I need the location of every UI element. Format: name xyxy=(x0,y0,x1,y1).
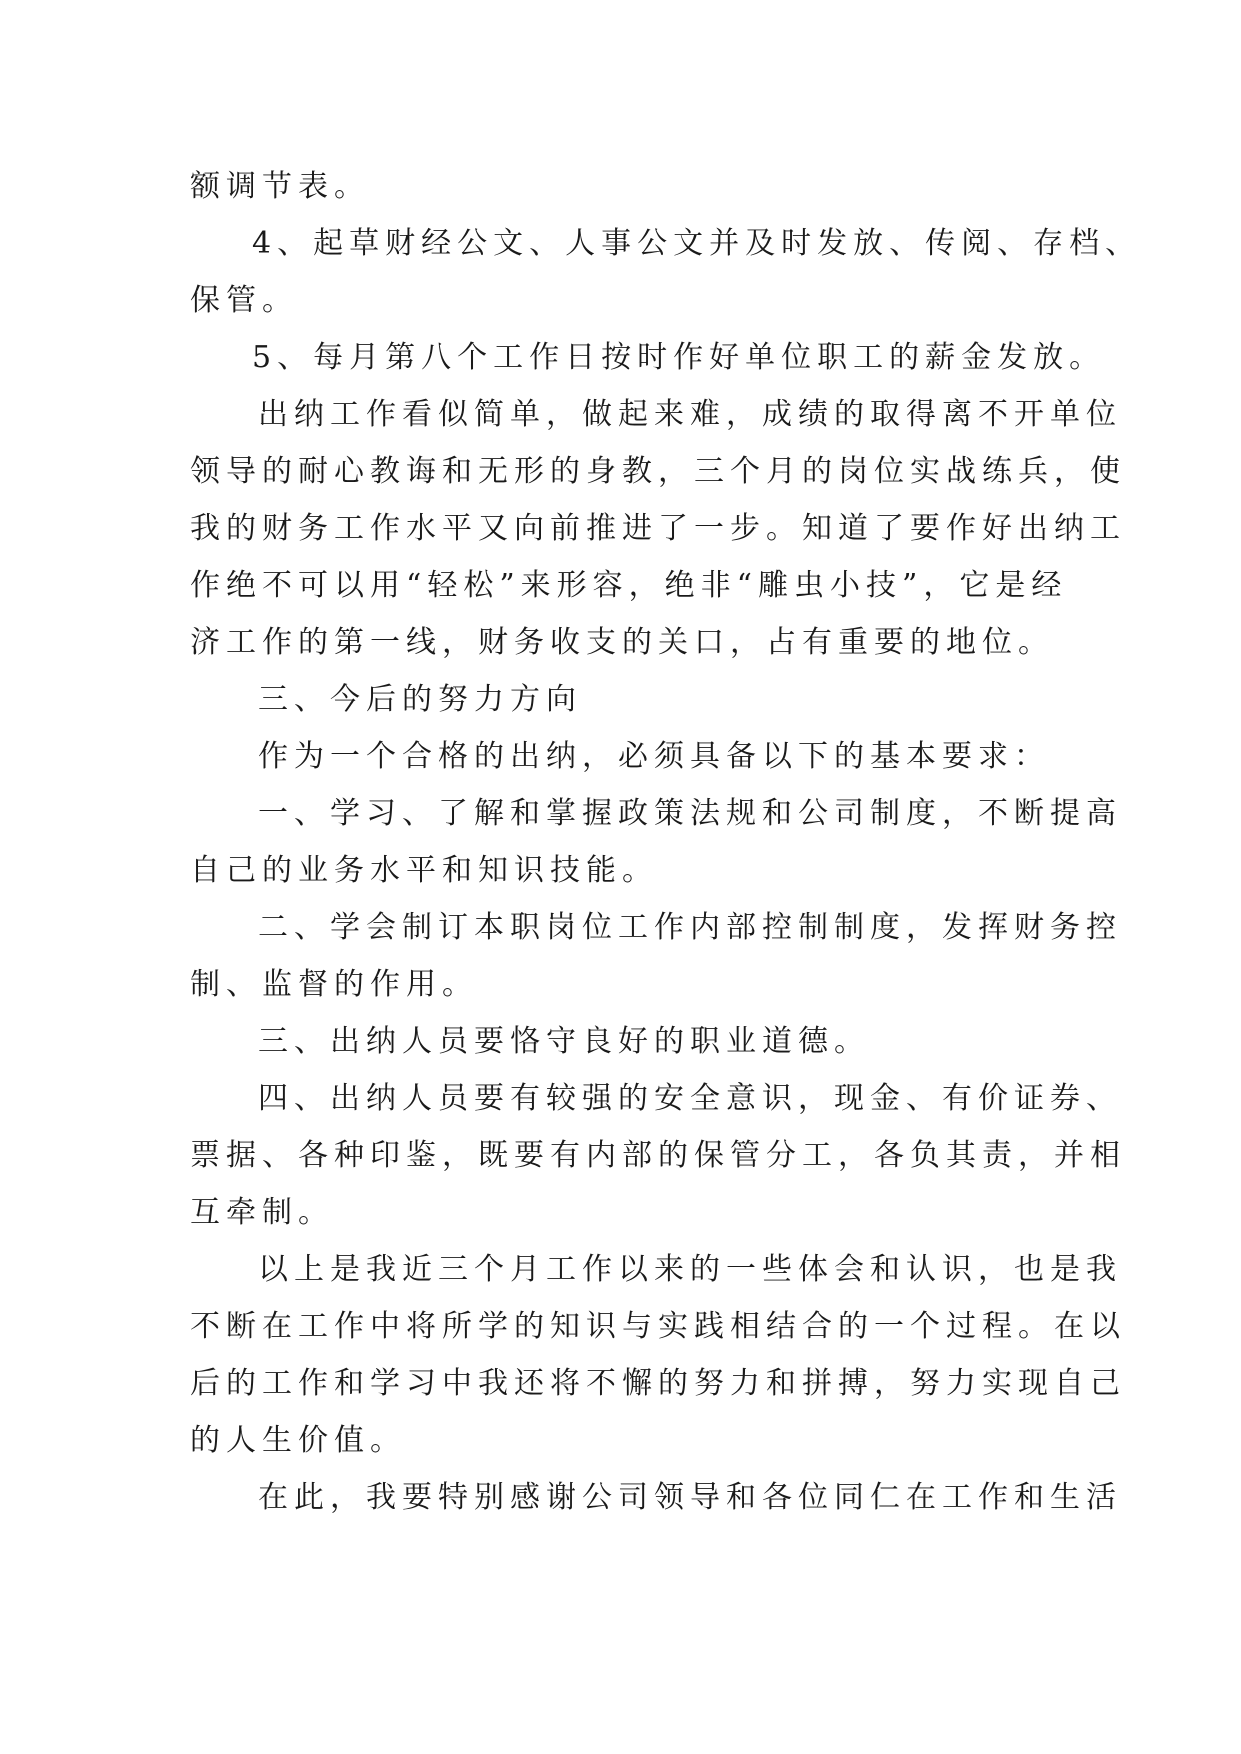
document-body xyxy=(190,158,1142,1526)
text-line: 二、学会制订本职岗位工作内部控制制度，发挥财务控 xyxy=(258,910,1122,945)
text-line: 在此，我要特别感谢公司领导和各位同仁在工作和生活 xyxy=(258,1480,1122,1515)
text-line: 互牵制。 xyxy=(190,1195,334,1230)
text-line: 作为一个合格的出纳，必须具备以下的基本要求： xyxy=(258,739,1050,774)
text-line: 领导的耐心教诲和无形的身教，三个月的岗位实战练兵，使 xyxy=(190,454,1126,489)
text-line: 我的财务工作水平又向前推进了一步。知道了要作好出纳工 xyxy=(190,511,1126,546)
section-heading: 三、今后的努力方向 xyxy=(258,682,582,717)
text-line: 制、监督的作用。 xyxy=(190,967,478,1002)
text-line: 保管。 xyxy=(190,283,298,318)
text-line: 出纳工作看似简单，做起来难，成绩的取得离不开单位 xyxy=(258,397,1122,432)
text-line: 作绝不可以用“轻松”来形容，绝非“雕虫小技”，它是经 xyxy=(190,568,1068,603)
text-line: 后的工作和学习中我还将不懈的努力和拼搏，努力实现自己 xyxy=(190,1366,1126,1401)
text-line: 的人生价值。 xyxy=(190,1423,406,1458)
text-line: 自己的业务水平和知识技能。 xyxy=(190,853,658,888)
text-line: 4、起草财经公文、人事公文并及时发放、传阅、存档、 xyxy=(252,226,1142,261)
text-line: 四、出纳人员要有较强的安全意识，现金、有价证券、 xyxy=(258,1081,1122,1116)
text-line: 三、出纳人员要恪守良好的职业道德。 xyxy=(258,1024,870,1059)
text-line: 一、学习、了解和掌握政策法规和公司制度，不断提高 xyxy=(258,796,1122,831)
text-line: 额调节表。 xyxy=(190,169,370,204)
text-line: 济工作的第一线，财务收支的关口，占有重要的地位。 xyxy=(190,625,1054,660)
text-line: 票据、各种印鉴，既要有内部的保管分工，各负其责，并相 xyxy=(190,1138,1126,1173)
text-line: 以上是我近三个月工作以来的一些体会和认识，也是我 xyxy=(258,1252,1122,1287)
text-line: 5、每月第八个工作日按时作好单位职工的薪金发放。 xyxy=(252,340,1106,375)
text-line: 不断在工作中将所学的知识与实践相结合的一个过程。在以 xyxy=(190,1309,1126,1344)
